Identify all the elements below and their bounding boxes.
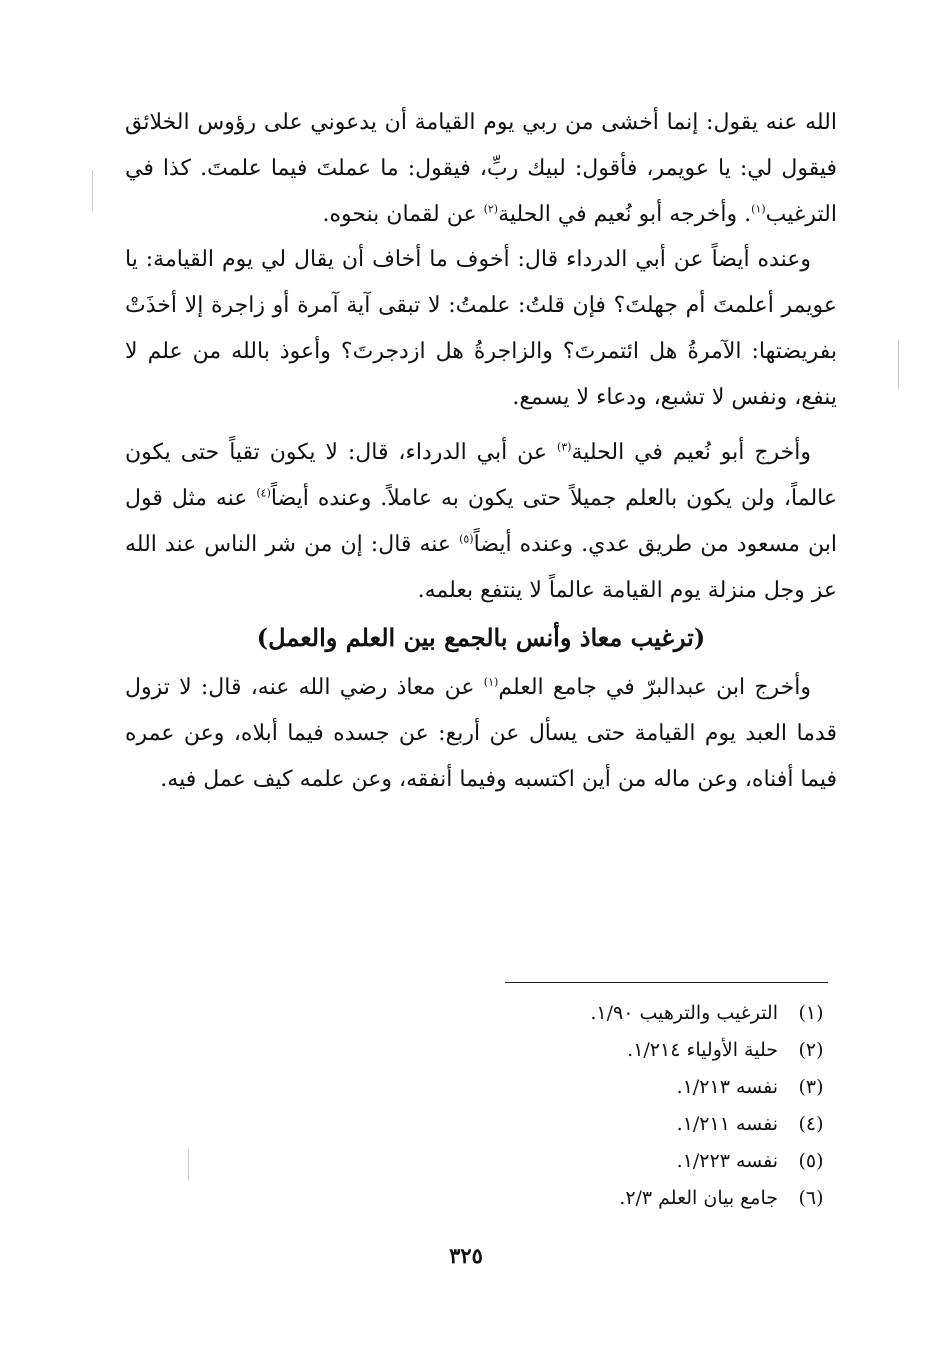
footnote-ref-3[interactable]: (٣) bbox=[556, 440, 572, 454]
paragraph-3 bbox=[125, 430, 837, 614]
footnote-2 bbox=[400, 1032, 830, 1069]
footnote-ref-2[interactable]: (٢) bbox=[483, 202, 499, 216]
footnote-1 bbox=[400, 995, 830, 1032]
scan-mark bbox=[92, 170, 93, 210]
footnote-text: نفسه ١/٢١٣. bbox=[676, 1076, 778, 1098]
footnote-ref-6[interactable]: (١) bbox=[483, 675, 499, 689]
paragraph-1-text: الله عنه يقول: إنما أخشى من ربي يوم القيامة أن يدعوني على رؤوس الخلائق فيقول لي: يا عويمر، فأقول: لبيك ربِّ، فيقول: ما عملتَ فيما علمتَ. كذا في الترغيب bbox=[125, 110, 837, 227]
footnote-number: (٤) bbox=[798, 1113, 824, 1135]
paragraph-3-tail-a: عن أبي الدرداء، قال: لا يكون تقياً حتى يكون عالماً، ولن يكون بالعلم جميلاً حتى يكون به عاملاً. وعنده أيضاً bbox=[125, 440, 837, 511]
footnote-number: (٢) bbox=[798, 1039, 824, 1061]
paragraph-1 bbox=[125, 100, 837, 238]
section-heading: (ترغيب معاذ وأنس بالجمع بين العلم والعمل) bbox=[256, 623, 706, 652]
paragraph-4-text: وأخرج ابن عبدالبرّ في جامع العلم bbox=[498, 675, 811, 700]
footnote-text: الترغيب والترهيب ١/٩٠. bbox=[590, 1002, 778, 1024]
paragraph-2-text: وعنده أيضاً عن أبي الدرداء قال: أخوف ما أخاف أن يقال لي يوم القيامة: يا عويمر أعلمتَ أم جهلتَ؟ فإن قلتُ: علمتُ: لا تبقى آية آمرة أو زاجرة إلا أخذَتْ بفريضتها: الآمرةُ هل ائتمرتَ؟ والزاجرةُ هل ازدجرتَ؟ وأعوذ بالله من علم لا ينفع، ونفس لا تشبع، ودعاء لا يسمع. bbox=[125, 247, 837, 410]
paragraph-4 bbox=[125, 665, 837, 803]
footnote-5 bbox=[400, 1143, 830, 1180]
footnote-separator bbox=[505, 982, 828, 983]
footnote-text: نفسه ١/٢٢٣. bbox=[676, 1150, 778, 1172]
paragraph-1-tail-b: عن لقمان بنحوه. bbox=[322, 202, 484, 227]
footnote-4 bbox=[400, 1106, 830, 1143]
footnote-ref-1[interactable]: (١) bbox=[751, 202, 766, 216]
paragraph-2 bbox=[125, 237, 837, 421]
scan-mark bbox=[898, 340, 899, 390]
footnote-6 bbox=[400, 1180, 830, 1217]
footnotes-list bbox=[400, 995, 830, 1217]
footnote-number: (٣) bbox=[798, 1076, 824, 1098]
page-number: ٣٢٥ bbox=[449, 1243, 483, 1268]
footnote-text: حلية الأولياء ١/٢١٤. bbox=[627, 1039, 778, 1061]
footnote-3 bbox=[400, 1069, 830, 1106]
footnote-ref-4[interactable]: (٤) bbox=[256, 486, 271, 500]
paragraph-3-tail-c: عنه قال: إن من شر الناس عند الله عز وجل منزلة يوم القيامة عالماً لا ينتفع بعلمه. bbox=[125, 532, 837, 603]
footnote-text: نفسه ١/٢١١. bbox=[676, 1113, 778, 1135]
scan-mark bbox=[188, 1150, 189, 1180]
footnote-number: (٥) bbox=[798, 1150, 824, 1172]
paragraph-3-text: وأخرج أبو نُعيم في الحلية bbox=[571, 440, 811, 465]
paragraph-3-tail-b: عنه مثل قول ابن مسعود من طريق عدي. وعنده أيضاً bbox=[125, 486, 837, 557]
paragraph-1-tail-a: . وأخرجه أبو نُعيم في الحلية bbox=[498, 202, 752, 227]
footnote-number: (١) bbox=[798, 1002, 824, 1024]
footnote-number: (٦) bbox=[798, 1187, 824, 1209]
footnote-text: جامع بيان العلم ٢/٣. bbox=[619, 1187, 778, 1209]
footnote-ref-5[interactable]: (٥) bbox=[459, 532, 474, 546]
paragraph-4-tail: عن معاذ رضي الله عنه، قال: لا تزول قدما العبد يوم القيامة حتى يسأل عن أربع: عن جسده فيما أبلاه، وعن عمره فيما أفناه، وعن ماله من أين اكتسبه وفيما أنفقه، وعن علمه كيف عمل فيه. bbox=[125, 675, 837, 792]
